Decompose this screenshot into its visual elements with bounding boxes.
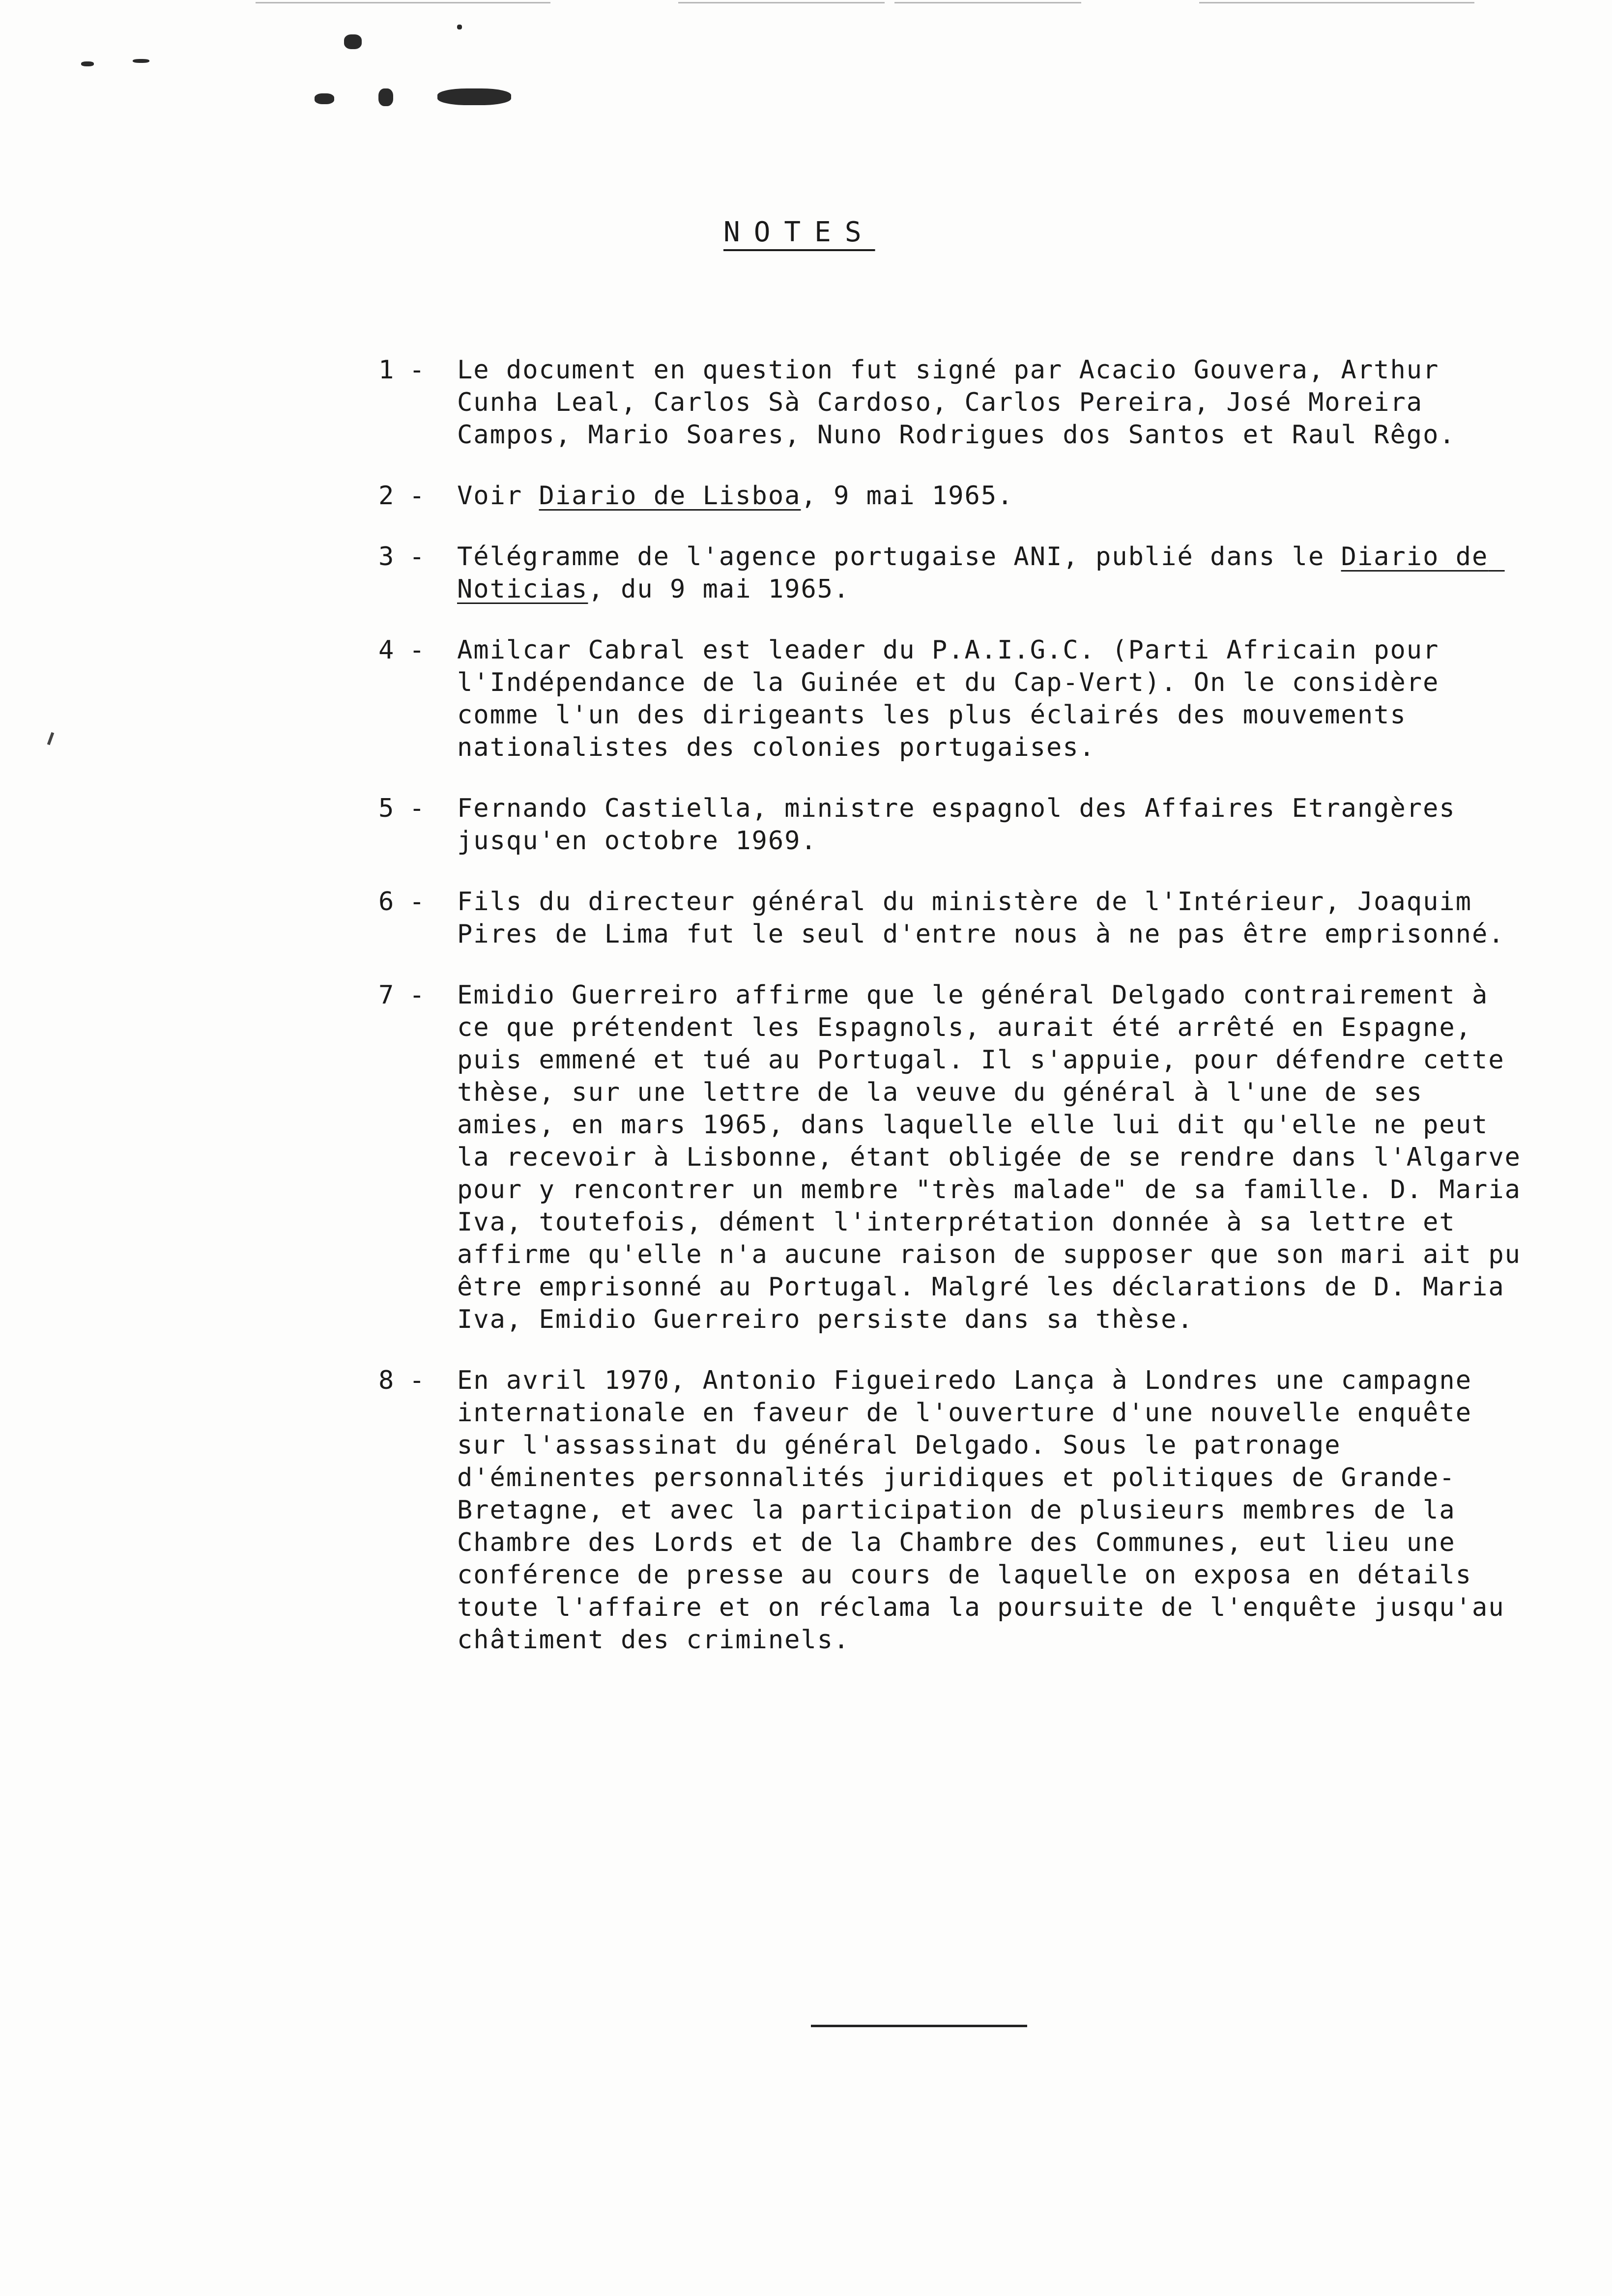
note-text-part: Voir	[457, 481, 539, 511]
note-number: 5 -	[378, 794, 425, 823]
scan-smudge	[457, 25, 462, 29]
note-text	[457, 354, 1533, 451]
note-number: 2 -	[378, 481, 425, 511]
scan-smudge	[81, 61, 94, 66]
note-text-part: Amilcar Cabral est leader du P.A.I.G.C. (Parti Africain pour l'Indépendance de la Guinée et du Cap-Vert). On le considère comme l'un des dirigeants les plus éclairés des mouvements nationalistes des colonies portugaises.	[457, 635, 1456, 762]
note-item	[378, 354, 1533, 451]
note-item	[378, 886, 1533, 950]
note-item	[378, 480, 1533, 512]
note-text	[457, 886, 1533, 950]
underlined-title: Diario de Lisboa	[539, 481, 801, 511]
note-text	[457, 480, 1533, 512]
note-number: 6 -	[378, 887, 425, 917]
note-text	[457, 979, 1538, 1336]
note-text	[457, 1364, 1533, 1656]
note-number: 4 -	[378, 635, 425, 665]
note-text-part: Fils du directeur général du ministère de l'Intérieur, Joaquim Pires de Lima fut le seul d'entre nous à ne pas être emprisonné.	[457, 887, 1505, 949]
scan-smudge	[315, 93, 334, 104]
scan-smudge	[378, 88, 393, 106]
note-item	[378, 792, 1533, 857]
scan-line	[678, 2, 885, 3]
note-item	[378, 541, 1533, 605]
note-text-part: Télégramme de l'agence portugaise ANI, publié dans le	[457, 542, 1341, 572]
note-item	[378, 1364, 1533, 1656]
scan-line	[894, 2, 1081, 3]
note-number: 8 -	[378, 1366, 425, 1395]
note-item	[378, 979, 1538, 1336]
scan-smudge	[437, 88, 511, 105]
note-text-part: En avril 1970, Antonio Figueiredo Lança à Londres une campagne internationale en faveur de l'ouverture d'une nouvelle enquête sur l'assassinat du général Delgado. Sous le patronage d'éminentes personnalités juridiques et politiques de Grande-Bretagne, et avec la participation de plusieurs membres de la Chambre des Lords et de la Chambre des Communes, eut lieu une conférence de presse au cours de laquelle on exposa en détails toute l'affaire et on réclama la poursuite de l'enquête jusqu'au châtiment des criminels.	[457, 1366, 1521, 1655]
note-number: 7 -	[378, 980, 425, 1010]
note-text	[457, 634, 1533, 764]
scan-smudge	[344, 34, 362, 49]
note-text-part: , 9 mai 1965.	[801, 481, 1014, 511]
note-text-part: Fernando Castiella, ministre espagnol des Affaires Etrangères jusqu'en octobre 1969.	[457, 794, 1472, 856]
scan-smudge	[133, 59, 149, 63]
page-title: NOTES	[723, 216, 875, 248]
note-number: 1 -	[378, 355, 425, 385]
note-text	[457, 792, 1533, 857]
margin-mark	[47, 732, 55, 745]
scan-line	[256, 2, 550, 3]
note-text	[457, 541, 1533, 605]
underlined-title: Diario de Noticias	[457, 542, 1505, 604]
end-rule	[811, 2025, 1027, 2027]
note-text-part: Emidio Guerreiro affirme que le général Delgado contrairement à ce que prétendent les Espagnols, aurait été arrêté en Espagne, puis emmené et tué au Portugal. Il s'appuie, pour défendre cette thèse, sur une lettre de la veuve du général à l'une de ses amies, en mars 1965, dans laquelle elle lui dit qu'elle ne peut la recevoir à Lisbonne, étant obligée de se rendre dans l'Algarve pour y rencontrer un membre "très malade" de sa famille. D. Maria Iva, toutefois, dément l'interprétation donnée à sa lettre et affirme qu'elle n'a aucune raison de supposer que son mari ait pu être emprisonné au Portugal. Malgré les déclarations de D. Maria Iva, Emidio Guerreiro persiste dans sa thèse.	[457, 980, 1538, 1334]
note-number: 3 -	[378, 542, 425, 572]
note-text-part: , du 9 mai 1965.	[588, 574, 850, 604]
note-text-part: Le document en question fut signé par Acacio Gouvera, Arthur Cunha Leal, Carlos Sà Cardoso, Carlos Pereira, José Moreira Campos, Mario Soares, Nuno Rodrigues dos Santos et Raul Rêgo.	[457, 355, 1456, 450]
notes-list	[378, 354, 1538, 1685]
note-item	[378, 634, 1533, 764]
scan-line	[1199, 2, 1474, 3]
